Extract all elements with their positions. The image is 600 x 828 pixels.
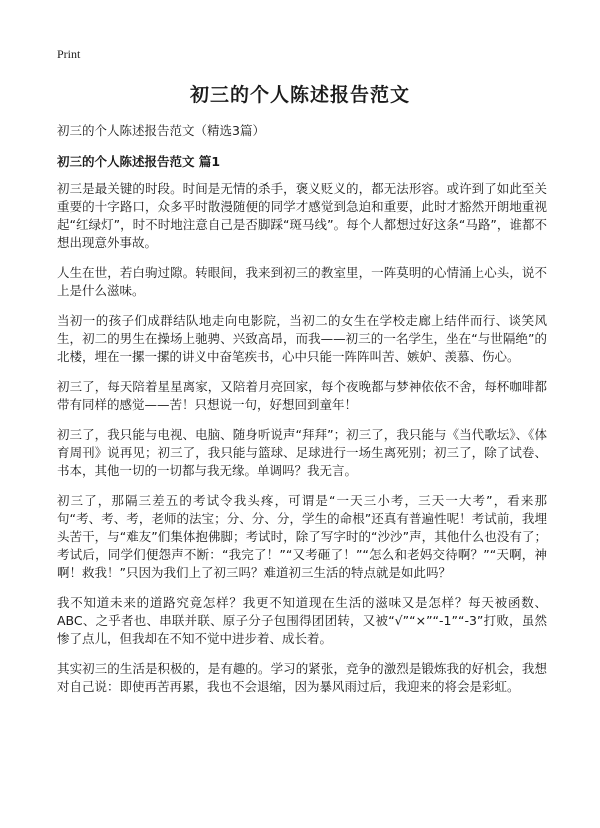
paragraph: 初三了，那隔三差五的考试令我头疼，可谓是“一天三小考，三天一大考”，看来那句“考、考、考，老师的法宝；分、分、分，学生的命根”还真有普遍性呢！考试前，我埋头苦干，与“难友”们集体抱佛脚；考试时，除了写字时的“沙沙”声，其他什么也没有了；考试后，同学们便怨声不断：“我完了！”“又考砸了！”“怎么和老妈交待啊？”“天啊，神啊！救我！”只因为我们上了初三吗？难道初三生活的特点就是如此吗？ xyxy=(57,493,547,580)
section-heading: 初三的个人陈述报告范文 篇1 xyxy=(57,154,221,169)
paragraph: 初三了，每天陪着星星离家，又陪着月亮回家，每个夜晚都与梦神依依不舍，每杯咖啡都带有同样的感觉——苦！只想说一句，好想回到童年！ xyxy=(57,379,547,412)
paragraph: 其实初三的生活是积极的，是有趣的。学习的紧张，竞争的激烈是锻炼我的好机会，我想对自己说：即使再苦再累，我也不会退缩，因为暴风雨过后，我迎来的将会是彩虹。 xyxy=(57,661,547,694)
paragraph: 人生在世，若白驹过隙。转眼间，我来到初三的教室里，一阵莫明的心情涌上心头，说不上是什么滋味。 xyxy=(57,265,547,298)
paragraph: 初三了，我只能与电视、电脑、随身听说声“拜拜”；初三了，我只能与《当代歌坛》、《体育周刊》说再见；初三了，我只能与篮球、足球进行一场生离死别；初三了，除了试卷、书本，其他一切的一切都与我无缘。单调吗？我无言。 xyxy=(57,427,547,478)
paragraph: 初三是最关键的时段。时间是无情的杀手，褒义贬义的，都无法形容。或许到了如此至关重要的十字路口，众多平时散漫随便的同学才感觉到急迫和重要，此时才豁然开朗地重视起“红绿灯”，时不时地注意自己是否脚踩“斑马线”。每个人都想过好这条“马路”，谁都不想出现意外事故。 xyxy=(57,181,547,250)
paragraph: 我不知道未来的道路究竟怎样？我更不知道现在生活的滋味又是怎样？每天被函数、ABC、之乎者也、串联并联、原子分子包围得团团转，又被“√”“×”“-1”“-3”打败，虽然惨了点儿，但我却在不知不觉中进步着、成长着。 xyxy=(57,595,547,646)
page-title: 初三的个人陈述报告范文 xyxy=(189,84,410,106)
document-subtitle: 初三的个人陈述报告范文（精选3篇） xyxy=(57,123,265,138)
print-link[interactable]: Print xyxy=(57,47,81,61)
paragraph: 当初一的孩子们成群结队地走向电影院，当初二的女生在学校走廊上结伴而行、谈笑风生，初二的男生在操场上驰骋、兴致高昂，而我——初三的一名学生，坐在“与世隔绝”的北楼，埋在一摞一摞的讲义中奋笔疾书，心中只能一阵阵叫苦、嫉妒、羡慕、伤心。 xyxy=(57,313,547,364)
article-body xyxy=(57,180,547,708)
